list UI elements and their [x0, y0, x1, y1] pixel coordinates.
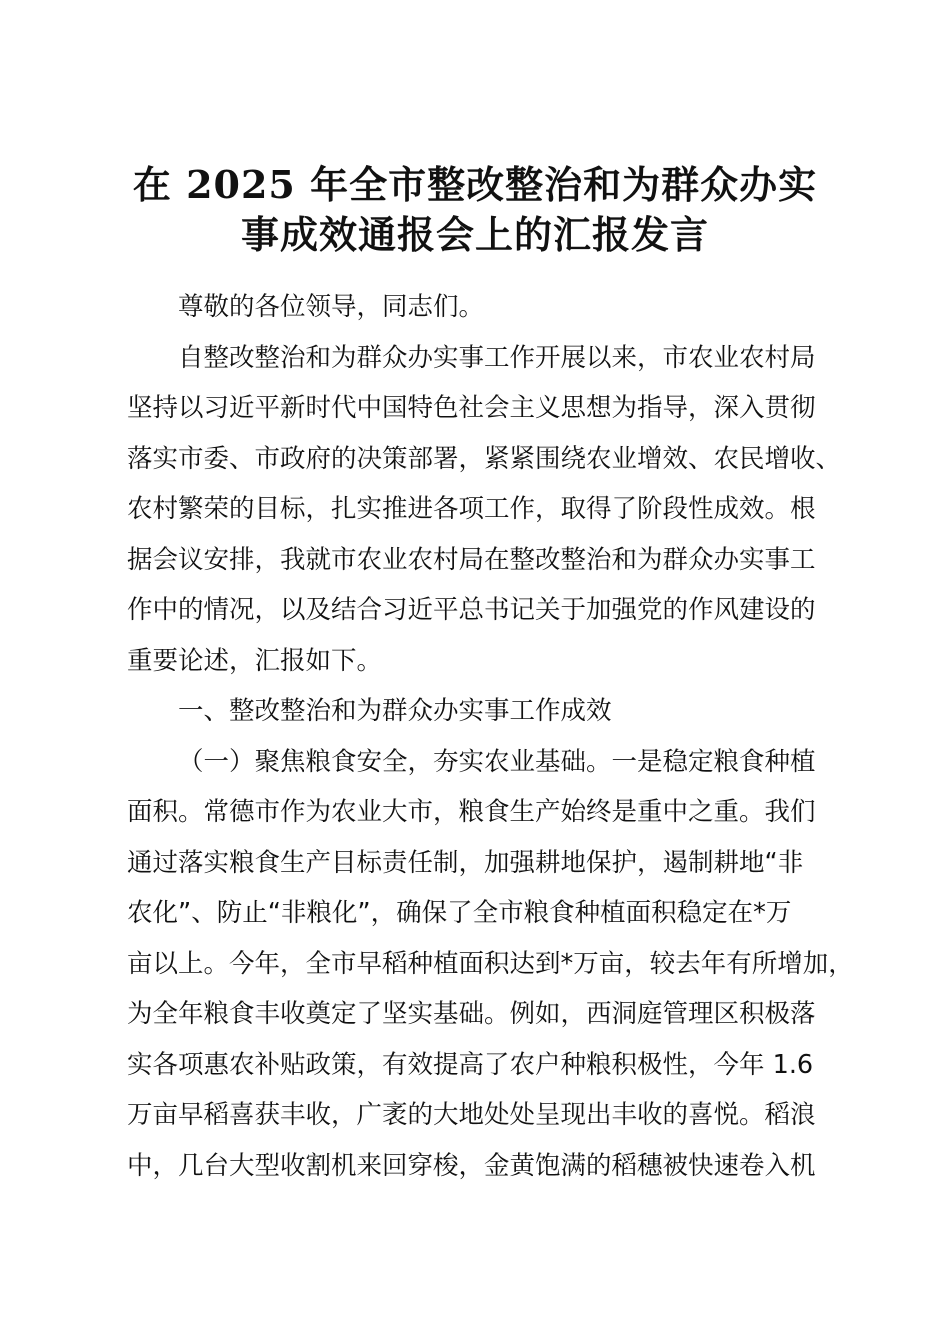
paragraph-line: 自整改整治和为群众办实事工作开展以来，市农业农村局	[178, 342, 816, 373]
paragraph-line: 尊敬的各位领导，同志们。	[178, 292, 485, 322]
paragraph-line: 农化”、防止“非粮化”，确保了全市粮食种植面积稳定在*万	[127, 898, 792, 928]
paragraph-line: 万亩早稻喜获丰收，广袤的大地处处呈现出丰收的喜悦。稻浪	[127, 1100, 816, 1130]
paragraph-line: 作中的情况，以及结合习近平总书记关于加强党的作风建设的	[127, 595, 816, 625]
paragraph-line: 坚持以习近平新时代中国特色社会主义思想为指导，深入贯彻	[127, 393, 816, 423]
title-line: 事成效通报会上的汇报发言	[240, 212, 709, 257]
section-heading-text: 一、整改整治和为群众办实事工作成效	[178, 696, 612, 726]
paragraph-line: 实各项惠农补贴政策，有效提高了农户种粮积极性，今年 1.6	[127, 1049, 814, 1080]
paragraph-line: 中，几台大型收割机来回穿梭，金黄饱满的稻穗被快速卷入机	[127, 1150, 816, 1181]
paragraph-line: 落实市委、市政府的决策部署，紧紧围绕农业增效、农民增收、	[127, 443, 842, 474]
document-title	[100, 160, 850, 260]
paragraph-line: 为全年粮食丰收奠定了坚实基础。例如，西洞庭管理区积极落	[127, 999, 816, 1029]
body-paragraph	[127, 737, 854, 1192]
paragraph-line: （一）聚焦粮食安全，夯实农业基础。一是稳定粮食种植	[178, 746, 816, 777]
paragraph-line: 据会议安排，我就市农业农村局在整改整治和为群众办实事工	[127, 544, 816, 575]
paragraph-line: 通过落实粮食生产目标责任制，加强耕地保护，遏制耕地“非	[127, 847, 804, 878]
title-line: 在 2025 年全市整改整治和为群众办实	[132, 162, 818, 207]
section-heading	[127, 686, 835, 737]
paragraph-line: 亩以上。今年，全市早稻种植面积达到*万亩，较去年有所增加，	[127, 948, 854, 979]
paragraph-line: 农村繁荣的目标，扎实推进各项工作，取得了阶段性成效。根	[127, 494, 816, 524]
intro-paragraph	[127, 333, 842, 687]
paragraph-line: 重要论述，汇报如下。	[127, 645, 383, 676]
paragraph-line: 面积。常德市作为农业大市，粮食生产始终是重中之重。我们	[127, 797, 816, 827]
greeting-paragraph	[127, 282, 835, 333]
document-body	[127, 282, 854, 1191]
